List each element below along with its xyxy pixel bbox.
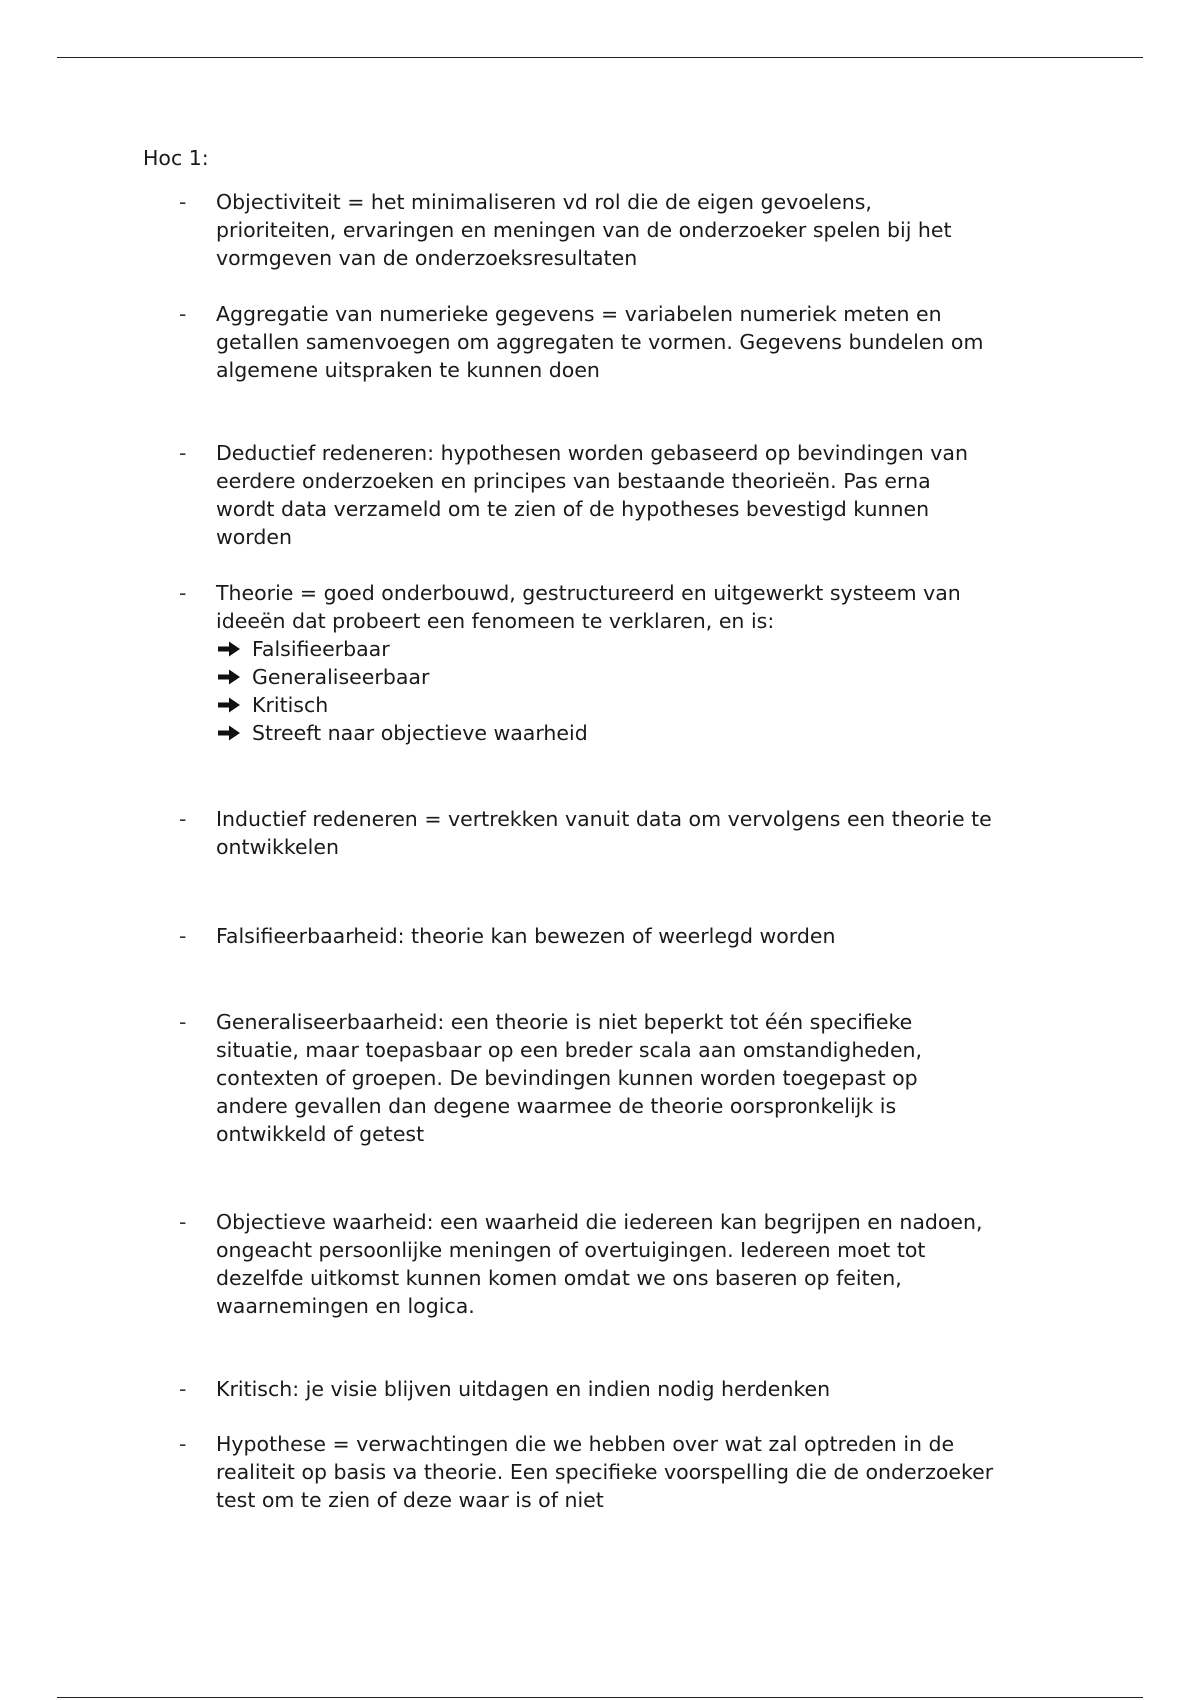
sub-item-label: Generaliseerbaar <box>252 665 430 689</box>
bullet-dash: - <box>179 581 187 605</box>
bullet-dash: - <box>179 1432 187 1456</box>
arrow-right-icon <box>216 640 242 658</box>
sub-item-falsifieerbaar <box>216 635 588 663</box>
arrow-right-icon <box>216 724 242 742</box>
bullet-dash: - <box>179 1377 187 1401</box>
list-item-text: Falsifieerbaarheid: theorie kan bewezen of weerlegd worden <box>216 924 836 948</box>
list-item-text: Kritisch: je visie blijven uitdagen en indien nodig herdenken <box>216 1377 831 1401</box>
bullet-dash: - <box>179 1010 187 1034</box>
bullet-dash: - <box>179 924 187 948</box>
sub-item-generaliseerbaar <box>216 663 588 691</box>
list-item-text: Theorie = goed onderbouwd, gestructureerd en uitgewerkt systeem van ideeën dat probeert een fenomeen te verklaren, en is: <box>216 581 961 633</box>
list-item-text: Hypothese = verwachtingen die we hebben over wat zal optreden in de realiteit op basis va theorie. Een specifieke voorspelling die de onderzoeker test om te zien of deze waar is of niet <box>216 1432 994 1512</box>
top-rule <box>57 57 1143 58</box>
list-item-text: Deductief redeneren: hypothesen worden gebaseerd op bevindingen van eerdere onderzoeken en principes van bestaande theorieën. Pas erna wordt data verzameld om te zien of de hypotheses bevestigd kunnen worden <box>216 441 968 549</box>
arrow-right-icon <box>216 696 242 714</box>
bullet-dash: - <box>179 302 187 326</box>
sub-item-label: Streeft naar objectieve waarheid <box>252 721 588 745</box>
list-item-text: Inductief redeneren = vertrekken vanuit data om vervolgens een theorie te ontwikkelen <box>216 807 992 859</box>
sub-item-objectieve-waarheid <box>216 719 588 747</box>
sub-item-kritisch <box>216 691 588 719</box>
list-item-text: Aggregatie van numerieke gegevens = variabelen numeriek meten en getallen samenvoegen om aggregaten te vormen. Gegevens bundelen om algemene uitspraken te kunnen doen <box>216 302 984 382</box>
list-item-text: Objectieve waarheid: een waarheid die iedereen kan begrijpen en nadoen, ongeacht persoonlijke meningen of overtuigingen. Iedereen moet tot dezelfde uitkomst kunnen komen omdat we ons baseren op feiten, waarnemingen en logica. <box>216 1210 983 1318</box>
bullet-dash: - <box>179 441 187 465</box>
list-item-text: Generaliseerbaarheid: een theorie is niet beperkt tot één specifieke situatie, maar toepasbaar op een breder scala aan omstandigheden, contexten of groepen. De bevindingen kunnen worden toegepast op andere gevallen dan degene waarmee de theorie oorspronkelijk is ontwikkeld of getest <box>216 1010 923 1146</box>
bullet-dash: - <box>179 1210 187 1234</box>
bullet-dash: - <box>179 190 187 214</box>
sub-item-label: Kritisch <box>252 693 329 717</box>
sub-item-label: Falsifieerbaar <box>252 637 390 661</box>
section-heading: Hoc 1: <box>143 146 209 170</box>
list-item-text: Objectiviteit = het minimaliseren vd rol die de eigen gevoelens, prioriteiten, ervaringen en meningen van de onderzoeker spelen bij het vormgeven van de onderzoeksresultaten <box>216 190 952 270</box>
bullet-dash: - <box>179 807 187 831</box>
theorie-properties-list <box>216 635 588 747</box>
arrow-right-icon <box>216 668 242 686</box>
bottom-rule <box>57 1697 1143 1698</box>
